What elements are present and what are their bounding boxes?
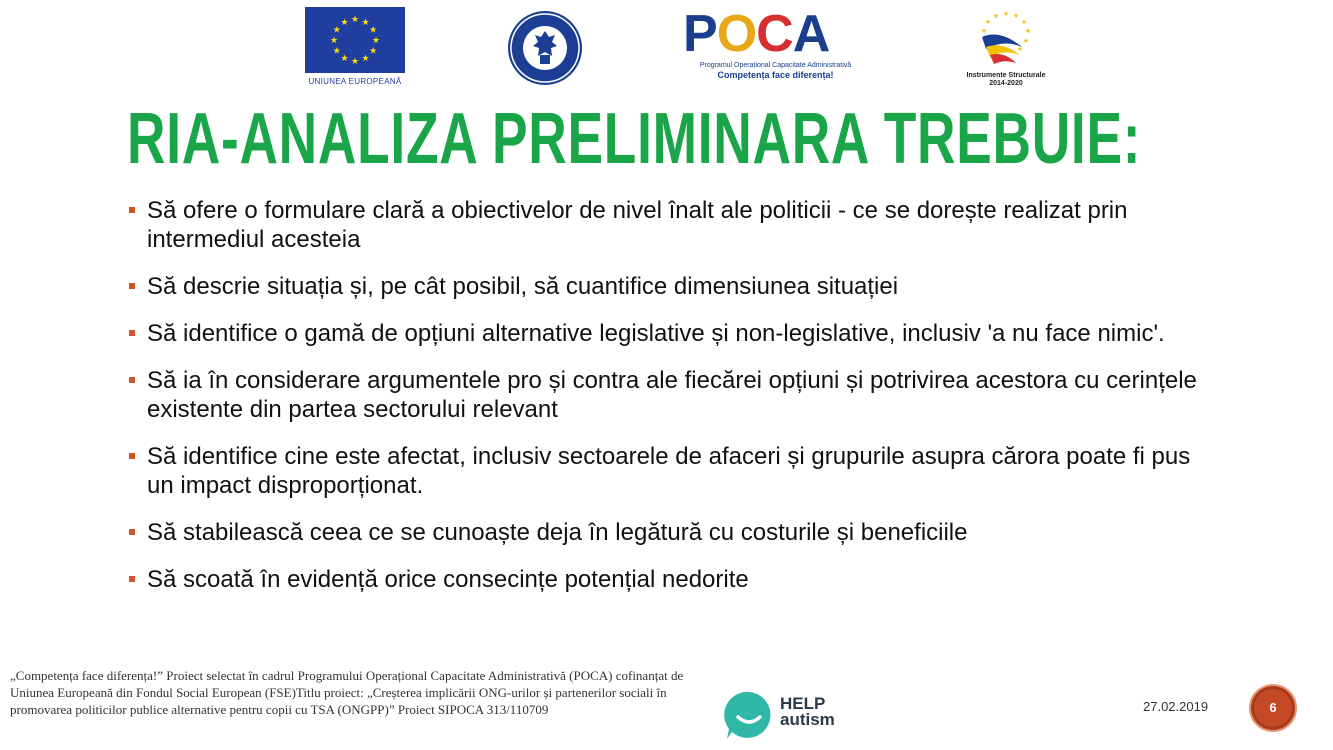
svg-text:★: ★ (332, 25, 341, 36)
svg-text:★: ★ (340, 17, 349, 28)
bullet-item (126, 565, 1211, 594)
eu-caption: UNIUNEA EUROPEANĂ (308, 77, 402, 86)
footer-project-text: „Competența face diferența!” Proiect selectat în cadrul Programului Operațional Capacitate Administrativă (POCA) cofinanțat de Uniunea Europeană din Fondul Social European (FSE)Titlu proiect: „Creșterea implicării ONG-urilor și partenerilor sociali în promovarea politicilor publice alternative pentru copii cu TSA (ONGPP)” Proiect SIPOCA 313/110709 (10, 668, 684, 717)
svg-text:★: ★ (350, 15, 360, 25)
help-autism-wordmark (780, 696, 835, 728)
svg-text:★: ★ (361, 54, 370, 65)
eu-flag-logo (305, 7, 405, 89)
is-caption-line1: Instrumente Structurale (966, 72, 1046, 79)
svg-text:★: ★ (1022, 37, 1030, 45)
svg-text:★: ★ (1016, 45, 1024, 53)
bullet-square-icon (129, 576, 135, 582)
slide-date: 27.02.2019 (1143, 699, 1209, 714)
help-autism-icon (724, 690, 776, 740)
bullet-list (126, 196, 1211, 612)
svg-text:★: ★ (340, 54, 349, 65)
svg-text:★: ★ (329, 36, 339, 46)
poca-slogan: Competența face diferența! (717, 70, 834, 80)
bullet-text: Să scoată în evidență orice consecințe potențial nedorite (147, 566, 749, 593)
slide-number-badge: 6 (1249, 684, 1297, 732)
poca-letter-a: A (792, 5, 830, 63)
eu-flag-icon (305, 7, 405, 73)
is-caption-line2: 2014-2020 (989, 80, 1023, 87)
svg-text:★: ★ (1012, 12, 1020, 20)
bullet-square-icon (129, 529, 135, 535)
bullet-item (126, 196, 1211, 254)
svg-text:★: ★ (984, 18, 992, 26)
svg-text:★: ★ (371, 36, 381, 46)
bullet-square-icon (129, 207, 135, 213)
logo-bar (0, 0, 1333, 95)
svg-text:★: ★ (1024, 27, 1032, 35)
bullet-text: Să identifice o gamă de opțiuni alternative legislative și non-legislative, inclusiv 'a nu face nimic'. (147, 320, 1165, 347)
svg-text:★: ★ (332, 46, 341, 57)
romanian-government-logo (505, 9, 585, 87)
poca-letter-p: P (683, 5, 717, 63)
bullet-square-icon (129, 330, 135, 336)
svg-text:★: ★ (369, 25, 378, 36)
svg-text:★: ★ (980, 27, 988, 35)
government-seal-icon (505, 9, 585, 87)
bullet-text: Să descrie situația și, pe cât posibil, să cuantifice dimensiunea situației (147, 273, 899, 300)
bullet-text: Să stabilească ceea ce se cunoaște deja în legătură cu costurile și beneficiile (147, 519, 968, 546)
bullet-text: Să ia în considerare argumentele pro și contra ale fiecărei opțiuni și potrivirea acestora cu cerințele existente din partea sectorului relevant (147, 367, 1197, 423)
svg-text:★: ★ (361, 17, 370, 28)
svg-text:★: ★ (350, 57, 360, 67)
bullet-item (126, 442, 1211, 500)
svg-text:★: ★ (1002, 10, 1010, 18)
bullet-item (126, 272, 1211, 301)
bullet-square-icon (129, 377, 135, 383)
bullet-text: Să ofere o formulare clară a obiectivelor de nivel înalt ale politicii - ce se dorește realizat prin intermediul acesteia (147, 197, 1128, 253)
bullet-text: Să identifice cine este afectat, inclusiv sectoarele de afaceri și grupurile asupra cărora poate fi pus un impact disproporționat. (147, 443, 1191, 499)
poca-wordmark (683, 5, 868, 63)
help-autism-logo (724, 690, 844, 740)
bullet-item (126, 518, 1211, 547)
svg-text:★: ★ (992, 12, 1000, 20)
bullet-item (126, 319, 1211, 348)
help-word: HELP (780, 694, 826, 713)
svg-text:★: ★ (369, 46, 378, 57)
svg-text:★: ★ (1020, 18, 1028, 26)
bullet-item (126, 366, 1211, 424)
bullet-square-icon (129, 283, 135, 289)
poca-letter-c: C (756, 5, 793, 63)
bullet-square-icon (129, 453, 135, 459)
autism-word: autism (780, 710, 835, 729)
poca-subtitle: Programul Operațional Capacitate Administrativă (699, 62, 852, 69)
instrumente-structurale-logo (960, 7, 1052, 89)
poca-logo (683, 5, 868, 86)
slide-title: RIA-ANALIZA PRELIMINARA TREBUIE: (127, 99, 1142, 179)
instrumente-structurale-icon (960, 7, 1052, 67)
poca-letter-o: O (716, 5, 757, 63)
